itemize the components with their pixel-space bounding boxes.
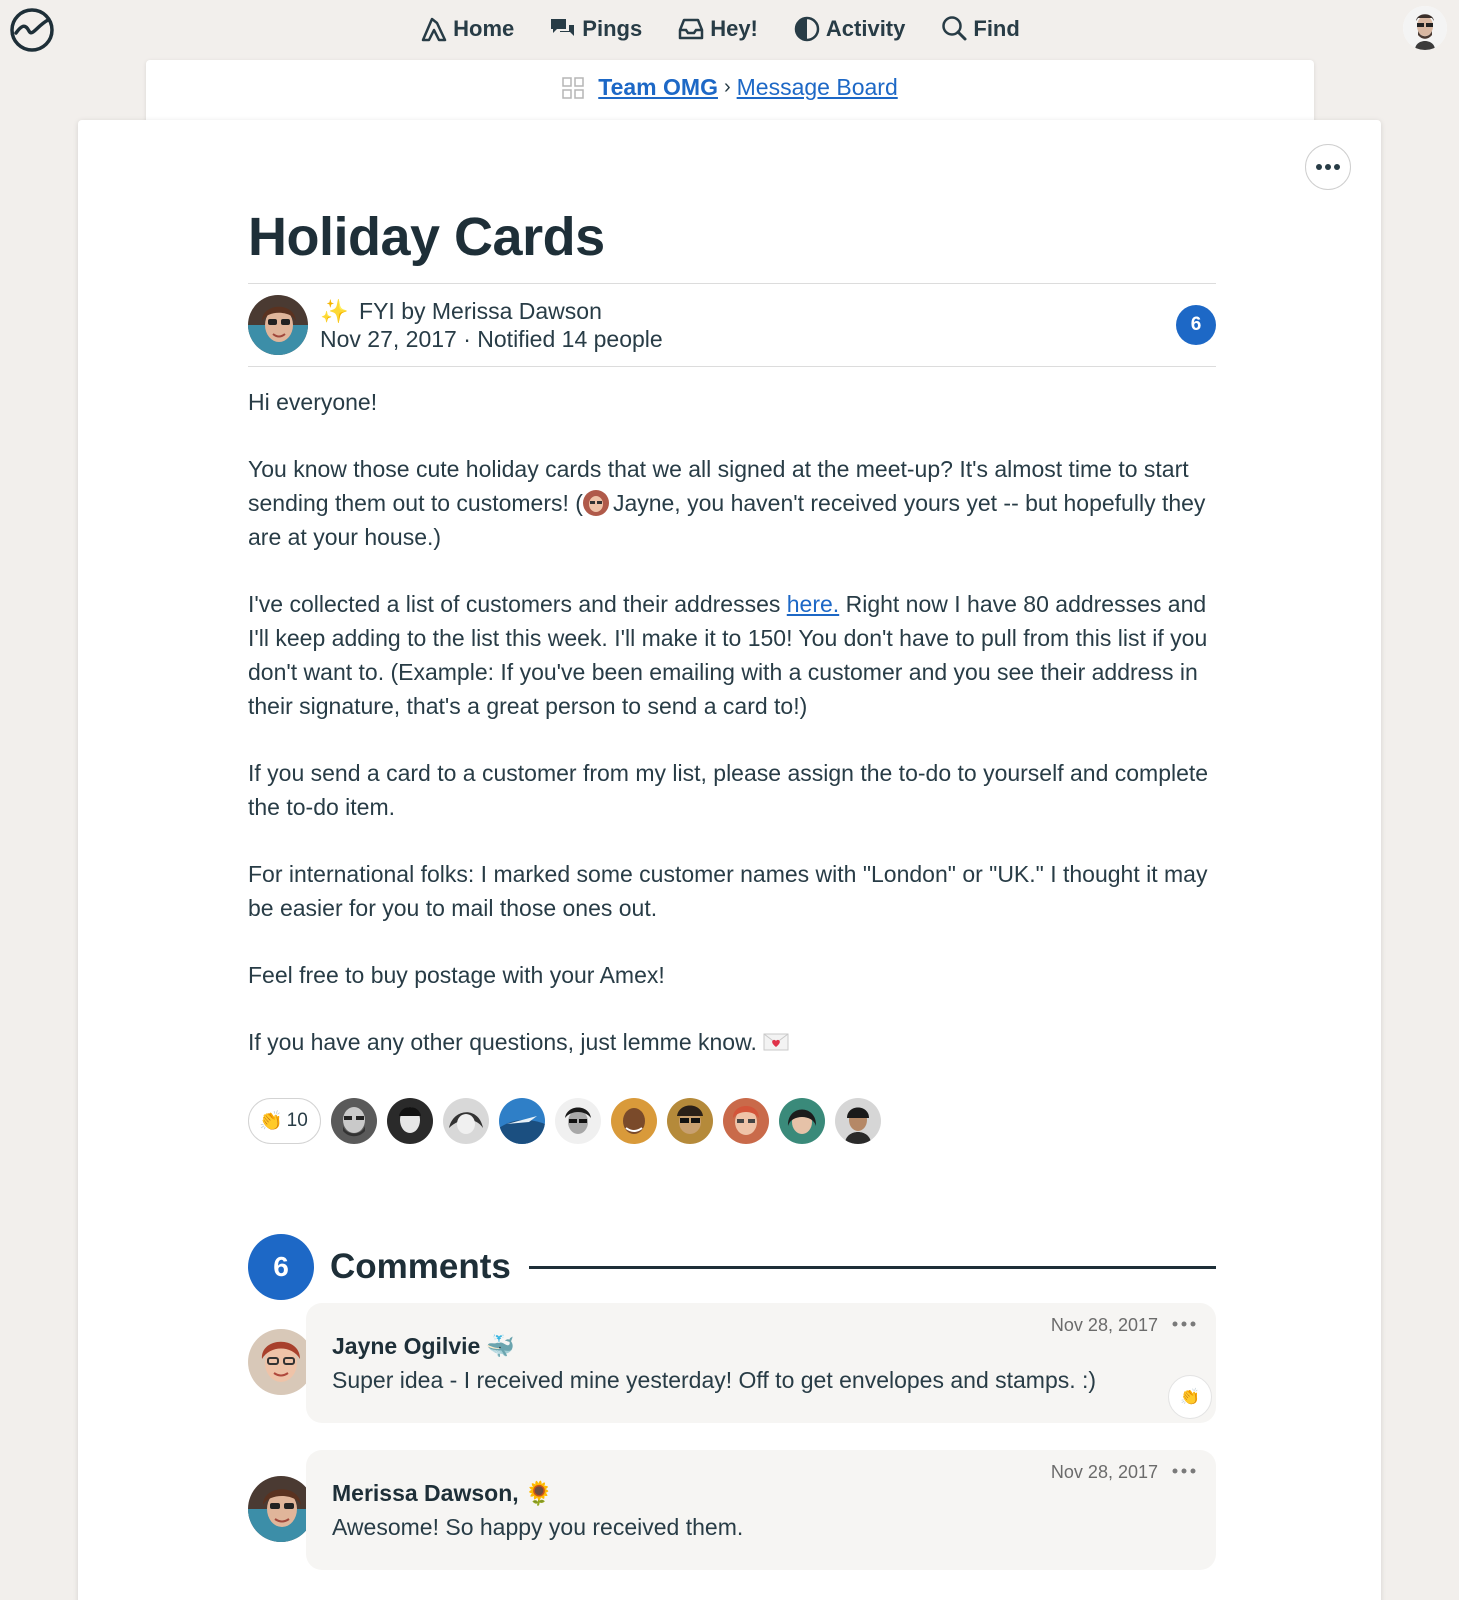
nav-hey-label: Hey! [710, 16, 758, 41]
hey-icon [676, 14, 706, 44]
search-icon [939, 14, 969, 44]
nav-activity[interactable] [792, 10, 905, 48]
booster-avatar[interactable] [443, 1098, 489, 1144]
comment [248, 1450, 1216, 1570]
body-text: If you have any other questions, just lemme know. [248, 1029, 757, 1055]
body-paragraph: For international folks: I marked some customer names with "London" or "UK." I thought it may be easier for you to mail those ones out. [248, 861, 1208, 921]
comment-options-icon[interactable] [1170, 1460, 1198, 1482]
project-grid-icon [562, 77, 584, 99]
booster-avatar[interactable] [723, 1098, 769, 1144]
meta-dot: · [463, 326, 471, 352]
comment-date: Nov 28, 2017 [1050, 1315, 1158, 1335]
message-byline: FYI by Merissa Dawson [359, 298, 602, 324]
message-body [248, 385, 1216, 1092]
nav-find[interactable] [939, 10, 1019, 48]
body-paragraph [248, 452, 1216, 554]
comment-date: Nov 28, 2017 [1050, 1462, 1158, 1482]
message-meta-text [320, 297, 663, 353]
breadcrumb-project-link[interactable]: Team OMG [598, 74, 718, 100]
booster-avatar[interactable] [555, 1098, 601, 1144]
top-nav [0, 10, 1459, 48]
author-avatar[interactable] [248, 295, 308, 355]
comments-count-badge: 6 [248, 1234, 314, 1300]
whale-icon: 🐳 [486, 1333, 515, 1359]
boosts-row [248, 1098, 1216, 1144]
booster-avatar[interactable] [779, 1098, 825, 1144]
body-paragraph [248, 1025, 1216, 1059]
comment-author-name: Jayne Ogilvie [332, 1333, 481, 1359]
message-title: Holiday Cards [248, 207, 605, 267]
jayne-mention-avatar[interactable] [583, 490, 609, 516]
comment-author-name: Merissa Dawson, [332, 1480, 519, 1506]
booster-avatar[interactable] [611, 1098, 657, 1144]
home-icon [419, 14, 449, 44]
body-text: Jayne, you haven't received yours yet -- but hopefully they are at your house.) [248, 490, 1206, 550]
nav-pings[interactable] [548, 10, 642, 48]
booster-avatar[interactable] [667, 1098, 713, 1144]
comment-bubble [306, 1450, 1216, 1570]
comment-text: Super idea - I received mine yesterday! Off to get envelopes and stamps. :) [332, 1367, 1097, 1393]
clap-icon: 👏 [1180, 1389, 1200, 1406]
comments-divider [529, 1266, 1216, 1269]
address-list-link[interactable]: here. [786, 591, 840, 617]
comment-text: Awesome! So happy you received them. [332, 1514, 744, 1540]
current-user-avatar[interactable] [1403, 6, 1447, 50]
booster-avatar[interactable] [387, 1098, 433, 1144]
love-letter-icon [763, 1033, 789, 1051]
comment-author-avatar[interactable] [248, 1476, 314, 1542]
nav-home-label: Home [453, 16, 515, 41]
nav-hey[interactable] [676, 10, 758, 48]
sparkle-icon: ✨ [320, 298, 349, 324]
body-paragraph: If you send a card to a customer from my list, please assign the to-do to yourself and complete the to-do item. [248, 760, 1209, 820]
boost-count: 10 [286, 1110, 308, 1131]
breadcrumb-section-link[interactable]: Message Board [736, 74, 898, 100]
booster-avatar[interactable] [835, 1098, 881, 1144]
comment-author-avatar[interactable] [248, 1329, 314, 1395]
nav-pings-label: Pings [582, 16, 643, 41]
message-date: Nov 27, 2017 [320, 326, 457, 352]
body-text: You know those cute holiday cards that we all signed at the meet-up? It's almost time to start sending them out to customers! ( [248, 456, 1189, 516]
body-paragraph [248, 587, 1216, 723]
comment-boost-button[interactable] [1168, 1375, 1212, 1419]
nav-find-label: Find [973, 16, 1020, 41]
message-meta [248, 283, 1216, 367]
comment-author [332, 1480, 553, 1507]
pings-icon [548, 14, 578, 44]
activity-icon [792, 14, 822, 44]
ellipsis-icon [1315, 163, 1341, 171]
breadcrumb-separator: › [723, 76, 731, 98]
boost-pill[interactable] [248, 1098, 321, 1144]
body-text: I've collected a list of customers and their addresses [248, 591, 787, 617]
comment-bubble [306, 1303, 1216, 1423]
message-card [78, 120, 1381, 1600]
booster-avatar[interactable] [499, 1098, 545, 1144]
comments-heading: Comments [330, 1247, 511, 1286]
body-paragraph: Hi everyone! [248, 389, 378, 415]
nav-activity-label: Activity [825, 16, 906, 41]
clap-icon: 👏 [259, 1111, 283, 1132]
nav-home[interactable] [419, 10, 514, 48]
comment [248, 1303, 1216, 1423]
message-notified: Notified 14 people [477, 326, 663, 352]
message-boost-badge[interactable]: 6 [1176, 305, 1216, 345]
body-text: Right now I have 80 addresses and I'll keep adding to the list this week. I'll make it to 150! You don't have to pull from this list if you don't want to. (Example: If you've been emailing with a customer and you see their address in their signature, that's a great person to send a card to!) [248, 591, 1208, 719]
booster-avatar[interactable] [331, 1098, 377, 1144]
message-options-button[interactable] [1305, 144, 1351, 190]
comment-author [332, 1333, 515, 1360]
breadcrumb [146, 74, 1314, 101]
comments-header [248, 1234, 1216, 1300]
comment-options-icon[interactable] [1170, 1313, 1198, 1335]
body-paragraph: Feel free to buy postage with your Amex! [248, 962, 665, 988]
sunflower-icon: 🌻 [524, 1480, 554, 1506]
